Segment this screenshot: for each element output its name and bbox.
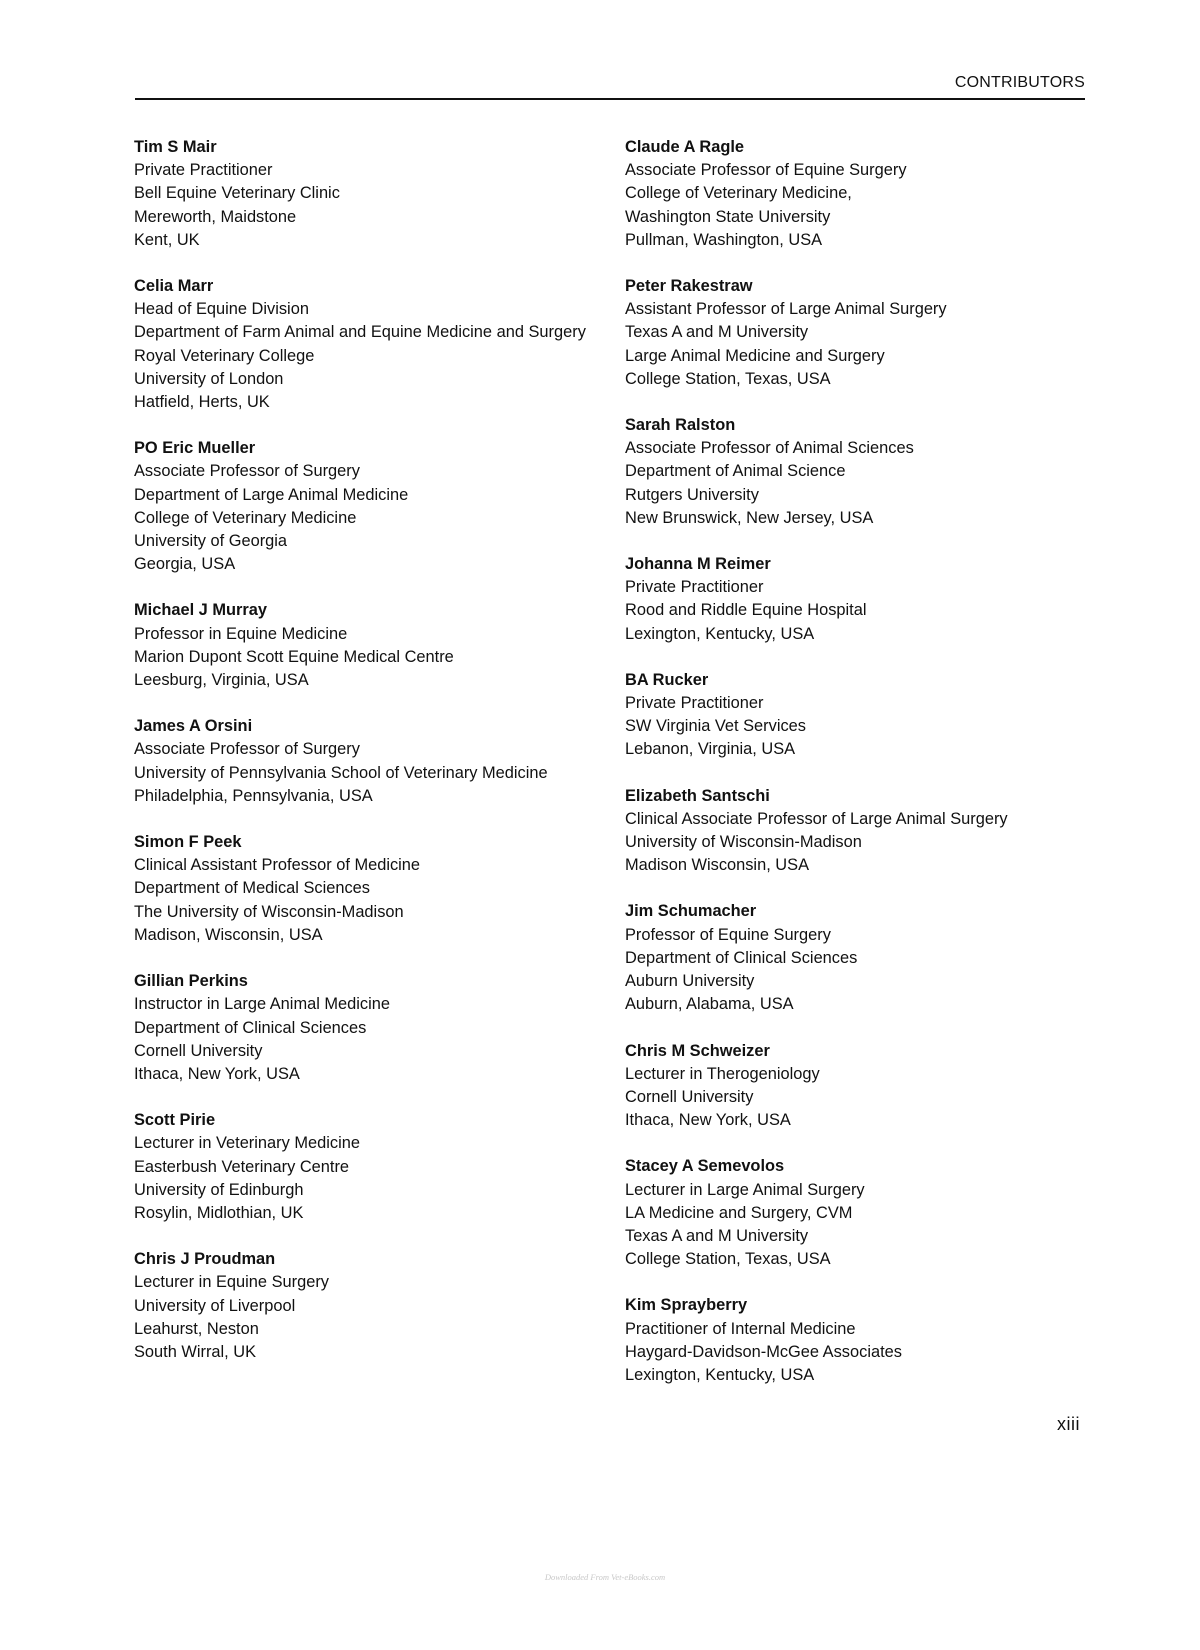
contributor-name: Chris M Schweizer (625, 1041, 770, 1060)
contributor-affiliation-line: Georgia, USA (134, 555, 236, 574)
contributor-affiliation-line: Department of Animal Science (625, 462, 846, 481)
contributor-affiliation-line: Madison, Wisconsin, USA (134, 925, 323, 944)
contributor-affiliation-line: Professor of Equine Surgery (625, 925, 831, 944)
contributor-entry (625, 1155, 1105, 1271)
contributor-affiliation-line: College Station, Texas, USA (625, 369, 831, 388)
contributor-entry (134, 1109, 604, 1225)
contributor-name: Celia Marr (134, 277, 214, 296)
contributor-entry (625, 900, 1105, 1016)
contributor-affiliation-line: Associate Professor of Surgery (134, 740, 360, 759)
contributor-affiliation-line: The University of Wisconsin-Madison (134, 902, 404, 921)
contributor-affiliation-line: College Station, Texas, USA (625, 1250, 831, 1269)
contributor-affiliation-line: Associate Professor of Animal Sciences (625, 439, 914, 458)
contributor-affiliation-line: College of Veterinary Medicine, (625, 184, 852, 203)
contributor-affiliation-line: Clinical Associate Professor of Large Animal Surgery (625, 809, 1008, 828)
contributor-affiliation-line: University of London (134, 369, 284, 388)
contributor-affiliation-line: Texas A and M University (625, 1226, 809, 1245)
contributor-affiliation-line: Easterbush Veterinary Centre (134, 1157, 350, 1176)
contributor-name: BA Rucker (625, 670, 709, 689)
contributor-name: Elizabeth Santschi (625, 786, 770, 805)
contributor-affiliation-line: Rutgers University (625, 485, 759, 504)
contributor-affiliation-line: Auburn University (625, 972, 755, 991)
contributor-name: Peter Rakestraw (625, 277, 753, 296)
contributor-affiliation-line: Haygard-Davidson-McGee Associates (625, 1342, 902, 1361)
contributor-affiliation-line: Philadelphia, Pennsylvania, USA (134, 786, 373, 805)
contributor-entry (625, 785, 1105, 878)
contributor-entry (134, 715, 604, 808)
contributor-affiliation-line: University of Edinburgh (134, 1180, 304, 1199)
contributor-name: Johanna M Reimer (625, 555, 771, 574)
contributor-affiliation-line: Cornell University (134, 1041, 263, 1060)
contributor-affiliation-line: Lecturer in Equine Surgery (134, 1273, 329, 1292)
contributor-affiliation-line: University of Wisconsin-Madison (625, 833, 862, 852)
contributor-entry (625, 136, 1105, 252)
contributor-affiliation-line: Practitioner of Internal Medicine (625, 1319, 856, 1338)
contributor-name: Stacey A Semevolos (625, 1157, 785, 1176)
contributor-affiliation-line: Hatfield, Herts, UK (134, 393, 270, 412)
contributors-left-column (134, 136, 604, 1387)
contributor-name: Claude A Ragle (625, 138, 745, 156)
contributor-affiliation-line: Head of Equine Division (134, 300, 309, 319)
contributor-affiliation-line: SW Virginia Vet Services (625, 717, 806, 736)
contributor-name: Gillian Perkins (134, 972, 248, 991)
contributor-affiliation-line: Royal Veterinary College (134, 346, 315, 365)
contributor-name: Sarah Ralston (625, 416, 736, 435)
contributor-affiliation-line: Madison Wisconsin, USA (625, 856, 810, 875)
contributor-affiliation-line: Professor in Equine Medicine (134, 624, 348, 643)
contributor-affiliation-line: Ithaca, New York, USA (134, 1064, 300, 1083)
contributor-affiliation-line: Leahurst, Neston (134, 1319, 259, 1338)
contributor-name: Simon F Peek (134, 833, 242, 852)
contributor-entry (134, 970, 604, 1086)
contributor-affiliation-line: Lebanon, Virginia, USA (625, 740, 796, 759)
contributor-affiliation-line: Clinical Assistant Professor of Medicine (134, 856, 421, 875)
contributor-affiliation-line: Rood and Riddle Equine Hospital (625, 601, 867, 620)
contributor-affiliation-line: New Brunswick, New Jersey, USA (625, 508, 874, 527)
page-number: xiii (1057, 1414, 1080, 1434)
contributor-entry (134, 831, 604, 947)
contributor-affiliation-line: Private Practitioner (134, 161, 273, 180)
contributor-affiliation-line: Washington State University (625, 207, 831, 226)
contributor-affiliation-line: Department of Clinical Sciences (625, 948, 858, 967)
contributor-affiliation-line: Lexington, Kentucky, USA (625, 624, 815, 643)
contributor-entry (134, 136, 604, 252)
contributor-affiliation-line: Rosylin, Midlothian, UK (134, 1203, 304, 1222)
contributor-affiliation-line: Private Practitioner (625, 578, 764, 597)
contributor-affiliation-line: Leesburg, Virginia, USA (134, 671, 309, 690)
watermark-text: Downloaded From Vet-eBooks.com (544, 1572, 666, 1582)
running-head (135, 62, 1085, 100)
contributor-affiliation-line: Pullman, Washington, USA (625, 230, 823, 249)
contributor-name: Kim Sprayberry (625, 1296, 748, 1315)
contributor-entry (625, 275, 1105, 391)
contributor-affiliation-line: Texas A and M University (625, 323, 809, 342)
contributor-affiliation-line: Private Practitioner (625, 694, 764, 713)
contributor-name: Jim Schumacher (625, 902, 757, 921)
contributor-affiliation-line: Department of Farm Animal and Equine Medicine and Surgery (134, 323, 586, 342)
contributor-affiliation-line: Associate Professor of Surgery (134, 462, 360, 481)
contributor-name: Chris J Proudman (134, 1250, 276, 1269)
contributor-affiliation-line: University of Pennsylvania School of Veterinary Medicine (134, 763, 548, 782)
contributor-affiliation-line: Auburn, Alabama, USA (625, 995, 794, 1014)
contributor-name: James A Orsini (134, 717, 253, 736)
contributor-affiliation-line: College of Veterinary Medicine (134, 508, 357, 527)
contributor-affiliation-line: Lecturer in Therogeniology (625, 1064, 820, 1083)
contributor-entry (134, 599, 604, 692)
contributor-affiliation-line: Instructor in Large Animal Medicine (134, 995, 390, 1014)
contributor-entry (625, 1040, 1105, 1133)
contributor-name: PO Eric Mueller (134, 439, 256, 458)
contributor-affiliation-line: LA Medicine and Surgery, CVM (625, 1203, 853, 1222)
contributor-entry (625, 414, 1105, 530)
contributor-name: Scott Pirie (134, 1111, 216, 1130)
running-head-title: CONTRIBUTORS (954, 74, 1085, 91)
contributor-name: Michael J Murray (134, 601, 267, 620)
contributor-affiliation-line: Mereworth, Maidstone (134, 207, 297, 226)
contributor-affiliation-line: Marion Dupont Scott Equine Medical Centre (134, 647, 454, 666)
contributor-affiliation-line: University of Georgia (134, 532, 288, 551)
contributor-affiliation-line: Assistant Professor of Large Animal Surgery (625, 300, 947, 319)
contributor-entry (134, 275, 604, 414)
contributor-affiliation-line: Lexington, Kentucky, USA (625, 1365, 815, 1384)
contributor-entry (134, 1248, 604, 1364)
contributor-affiliation-line: Department of Large Animal Medicine (134, 485, 409, 504)
contributor-affiliation-line: Ithaca, New York, USA (625, 1111, 791, 1130)
contributors-right-column (625, 136, 1105, 1410)
contributor-affiliation-line: University of Liverpool (134, 1296, 296, 1315)
contributor-entry (625, 669, 1105, 762)
contributor-affiliation-line: Large Animal Medicine and Surgery (625, 346, 885, 365)
contributor-entry (625, 1294, 1105, 1387)
contributor-affiliation-line: South Wirral, UK (134, 1342, 257, 1361)
contributor-affiliation-line: Bell Equine Veterinary Clinic (134, 184, 340, 203)
contributor-entry (625, 553, 1105, 646)
contributor-affiliation-line: Lecturer in Large Animal Surgery (625, 1180, 865, 1199)
contributor-name: Tim S Mair (134, 138, 217, 156)
contributor-affiliation-line: Kent, UK (134, 230, 200, 249)
contributor-affiliation-line: Lecturer in Veterinary Medicine (134, 1134, 360, 1153)
contributor-affiliation-line: Department of Clinical Sciences (134, 1018, 367, 1037)
contributor-entry (134, 437, 604, 576)
contributor-affiliation-line: Department of Medical Sciences (134, 879, 370, 898)
contributor-affiliation-line: Cornell University (625, 1087, 754, 1106)
contributor-affiliation-line: Associate Professor of Equine Surgery (625, 161, 907, 180)
